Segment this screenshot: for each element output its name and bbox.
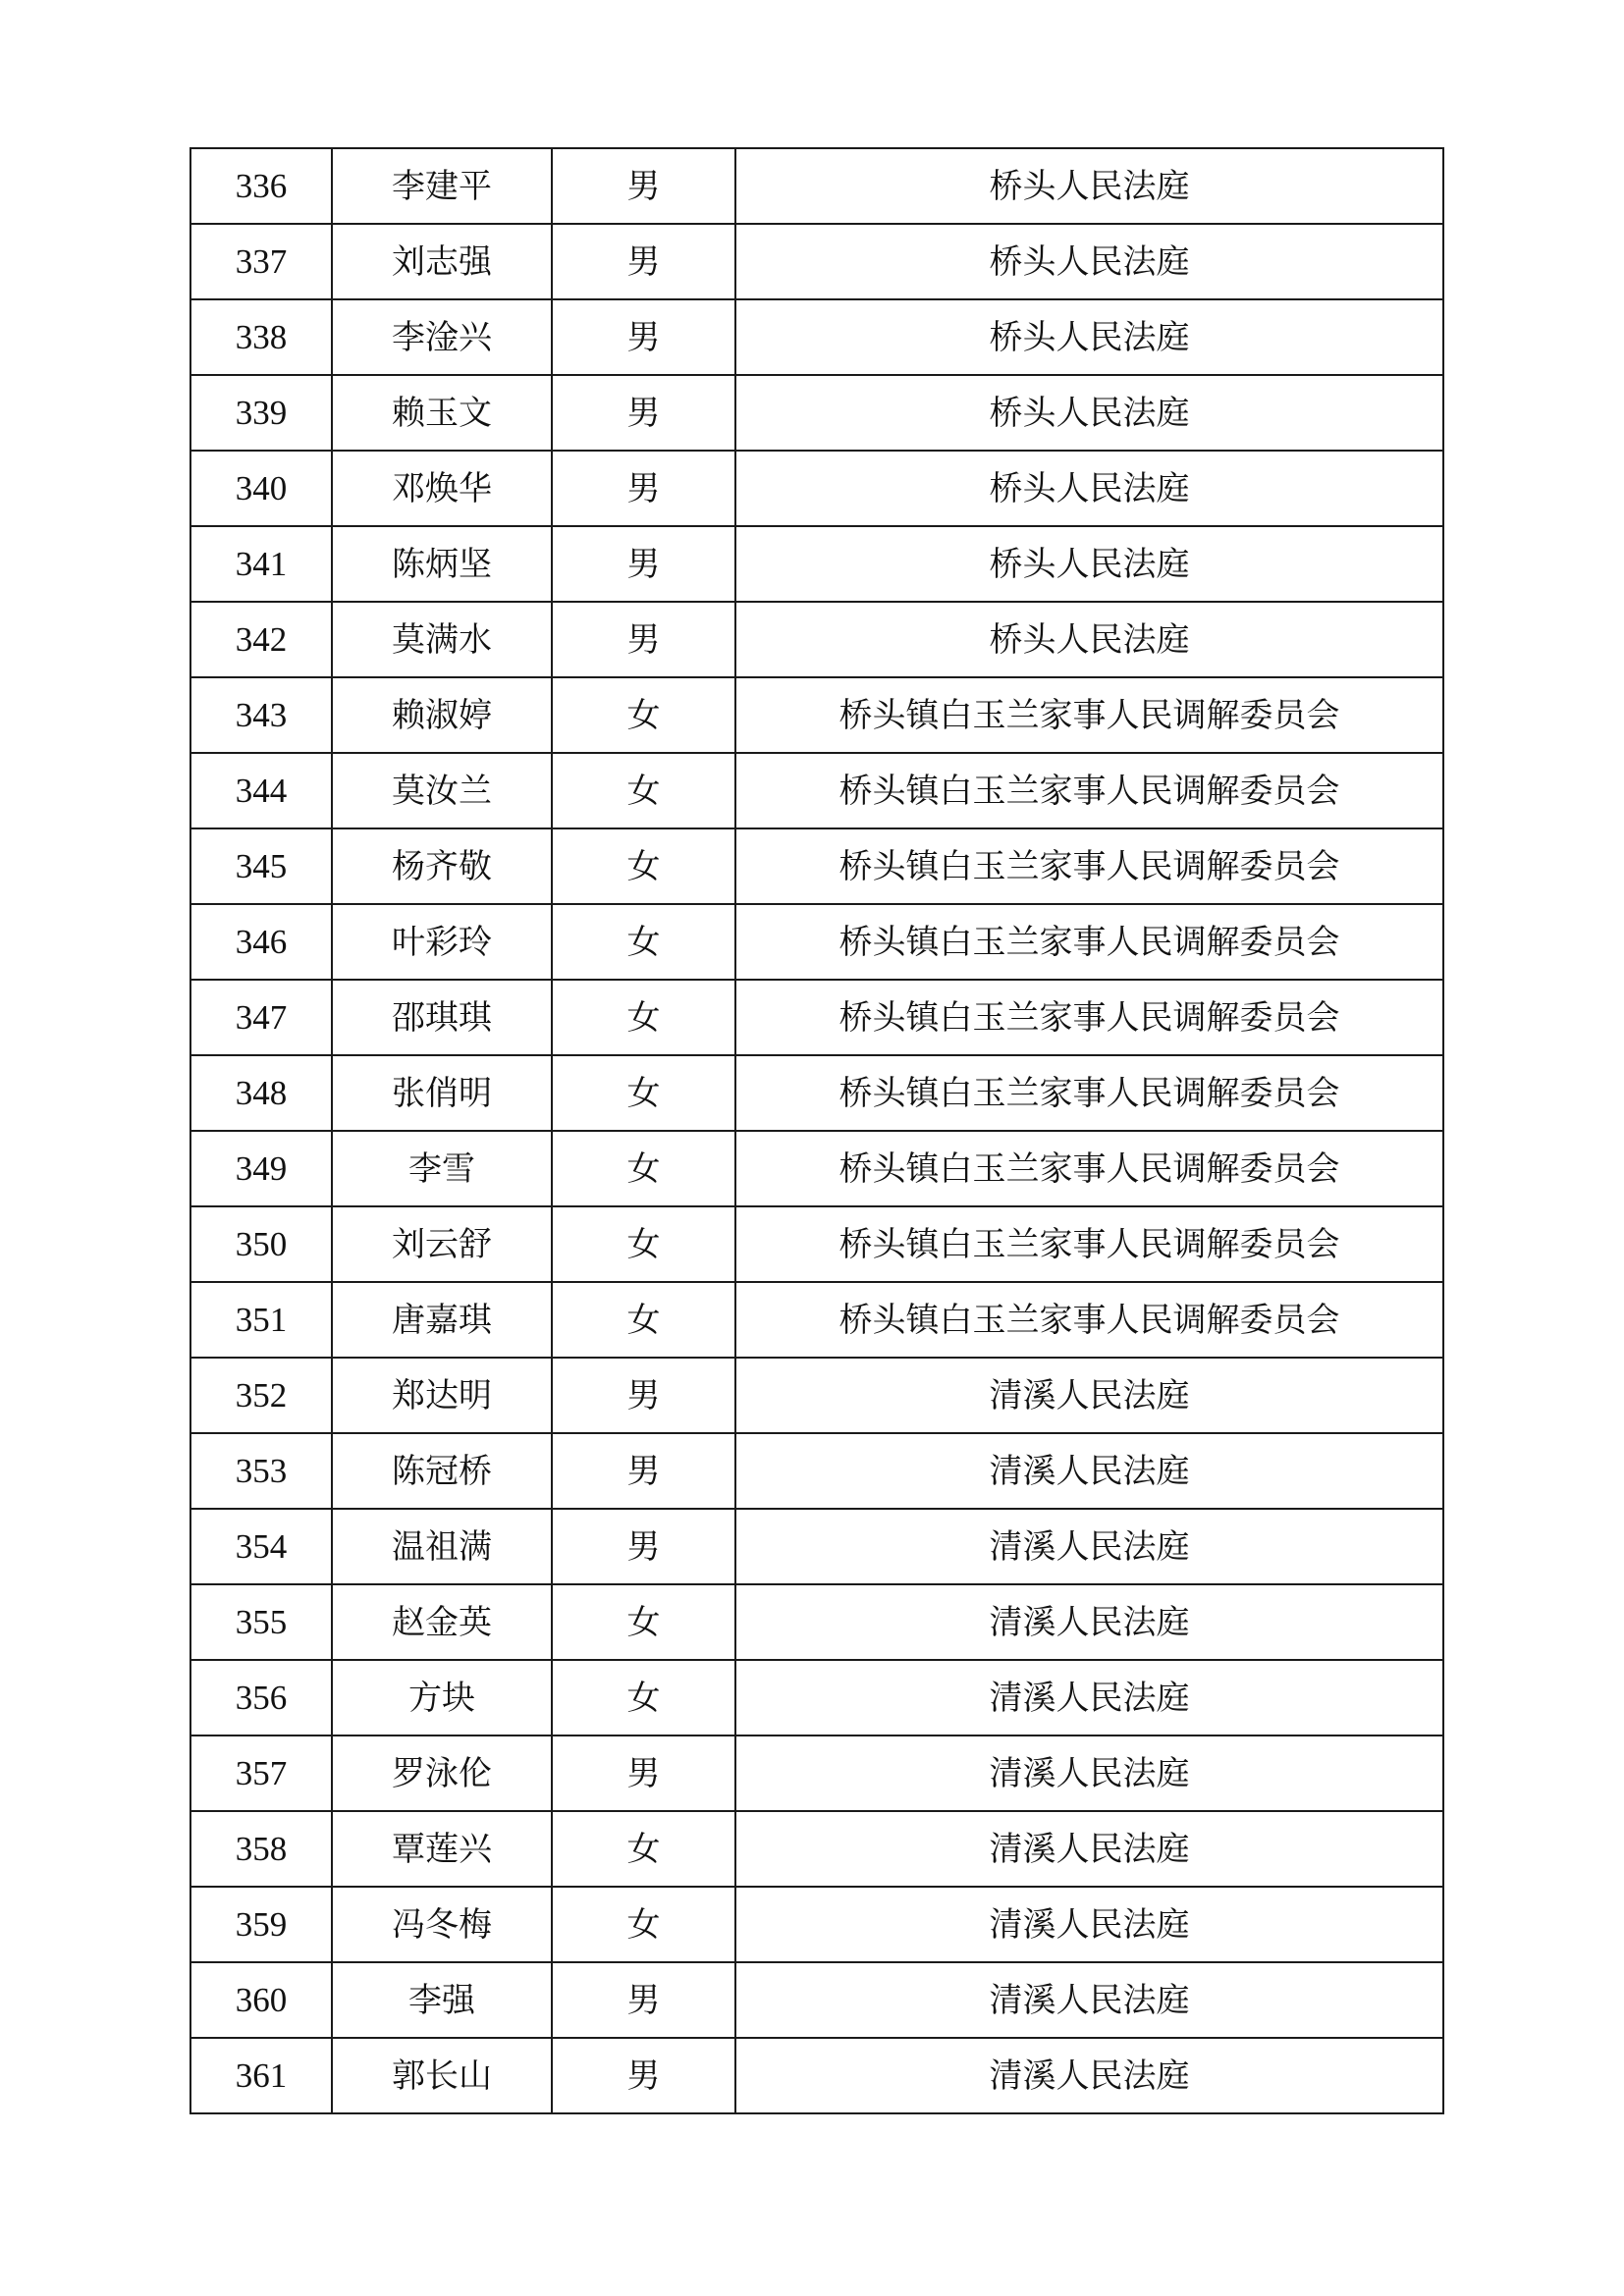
cell-unit: 桥头镇白玉兰家事人民调解委员会	[735, 1055, 1443, 1131]
cell-name: 莫满水	[332, 602, 552, 677]
cell-number: 337	[190, 224, 332, 299]
cell-number: 357	[190, 1735, 332, 1811]
cell-gender: 男	[552, 451, 735, 526]
cell-name: 李淦兴	[332, 299, 552, 375]
cell-name: 赖淑婷	[332, 677, 552, 753]
cell-unit: 桥头镇白玉兰家事人民调解委员会	[735, 980, 1443, 1055]
table-row	[190, 1660, 1443, 1735]
cell-name: 郑达明	[332, 1358, 552, 1433]
cell-gender: 女	[552, 1887, 735, 1962]
cell-unit: 桥头镇白玉兰家事人民调解委员会	[735, 1206, 1443, 1282]
table-row	[190, 1206, 1443, 1282]
cell-number: 346	[190, 904, 332, 980]
cell-name: 郭长山	[332, 2038, 552, 2113]
cell-gender: 女	[552, 980, 735, 1055]
cell-name: 罗泳伦	[332, 1735, 552, 1811]
table-row	[190, 1282, 1443, 1358]
cell-gender: 女	[552, 1131, 735, 1206]
cell-name: 冯冬梅	[332, 1887, 552, 1962]
table-row	[190, 677, 1443, 753]
cell-number: 338	[190, 299, 332, 375]
cell-unit: 桥头镇白玉兰家事人民调解委员会	[735, 904, 1443, 980]
cell-unit: 清溪人民法庭	[735, 1660, 1443, 1735]
cell-unit: 清溪人民法庭	[735, 1433, 1443, 1509]
cell-unit: 桥头镇白玉兰家事人民调解委员会	[735, 1131, 1443, 1206]
cell-gender: 女	[552, 904, 735, 980]
cell-gender: 男	[552, 224, 735, 299]
table-row	[190, 1735, 1443, 1811]
cell-unit: 清溪人民法庭	[735, 1509, 1443, 1584]
cell-name: 温祖满	[332, 1509, 552, 1584]
cell-gender: 男	[552, 375, 735, 451]
cell-unit: 桥头镇白玉兰家事人民调解委员会	[735, 677, 1443, 753]
cell-gender: 女	[552, 1811, 735, 1887]
cell-name: 方块	[332, 1660, 552, 1735]
cell-gender: 女	[552, 1282, 735, 1358]
cell-name: 张俏明	[332, 1055, 552, 1131]
cell-number: 358	[190, 1811, 332, 1887]
cell-number: 343	[190, 677, 332, 753]
cell-name: 邓焕华	[332, 451, 552, 526]
cell-number: 344	[190, 753, 332, 828]
cell-number: 349	[190, 1131, 332, 1206]
cell-gender: 女	[552, 1055, 735, 1131]
cell-unit: 桥头人民法庭	[735, 299, 1443, 375]
cell-number: 342	[190, 602, 332, 677]
cell-number: 355	[190, 1584, 332, 1660]
cell-name: 叶彩玲	[332, 904, 552, 980]
cell-gender: 男	[552, 602, 735, 677]
cell-gender: 女	[552, 753, 735, 828]
cell-name: 赵金英	[332, 1584, 552, 1660]
cell-number: 353	[190, 1433, 332, 1509]
cell-gender: 女	[552, 1584, 735, 1660]
cell-name: 覃莲兴	[332, 1811, 552, 1887]
cell-gender: 女	[552, 1660, 735, 1735]
cell-gender: 男	[552, 2038, 735, 2113]
roster-table	[189, 147, 1444, 2114]
cell-unit: 清溪人民法庭	[735, 1962, 1443, 2038]
table-row	[190, 1584, 1443, 1660]
cell-number: 347	[190, 980, 332, 1055]
table-row	[190, 299, 1443, 375]
cell-unit: 清溪人民法庭	[735, 1811, 1443, 1887]
cell-gender: 男	[552, 1735, 735, 1811]
cell-number: 336	[190, 148, 332, 224]
cell-number: 356	[190, 1660, 332, 1735]
cell-unit: 桥头镇白玉兰家事人民调解委员会	[735, 753, 1443, 828]
cell-number: 359	[190, 1887, 332, 1962]
cell-unit: 桥头人民法庭	[735, 451, 1443, 526]
cell-unit: 桥头人民法庭	[735, 375, 1443, 451]
table-row	[190, 753, 1443, 828]
table-row	[190, 602, 1443, 677]
roster-table-body	[190, 148, 1443, 2113]
cell-unit: 清溪人民法庭	[735, 1735, 1443, 1811]
cell-gender: 男	[552, 1509, 735, 1584]
table-row	[190, 526, 1443, 602]
cell-name: 陈冠桥	[332, 1433, 552, 1509]
cell-number: 354	[190, 1509, 332, 1584]
cell-unit: 桥头人民法庭	[735, 224, 1443, 299]
table-row	[190, 1131, 1443, 1206]
cell-gender: 男	[552, 1962, 735, 2038]
cell-number: 341	[190, 526, 332, 602]
table-row	[190, 451, 1443, 526]
table-row	[190, 2038, 1443, 2113]
cell-gender: 男	[552, 1358, 735, 1433]
cell-unit: 桥头镇白玉兰家事人民调解委员会	[735, 828, 1443, 904]
cell-number: 345	[190, 828, 332, 904]
cell-name: 刘志强	[332, 224, 552, 299]
table-row	[190, 1887, 1443, 1962]
table-row	[190, 980, 1443, 1055]
cell-gender: 男	[552, 1433, 735, 1509]
table-row	[190, 828, 1443, 904]
cell-name: 陈炳坚	[332, 526, 552, 602]
cell-gender: 女	[552, 828, 735, 904]
cell-unit: 清溪人民法庭	[735, 2038, 1443, 2113]
cell-unit: 清溪人民法庭	[735, 1887, 1443, 1962]
table-row	[190, 1358, 1443, 1433]
table-row	[190, 1509, 1443, 1584]
cell-name: 赖玉文	[332, 375, 552, 451]
cell-number: 348	[190, 1055, 332, 1131]
cell-number: 352	[190, 1358, 332, 1433]
cell-gender: 男	[552, 148, 735, 224]
cell-gender: 女	[552, 1206, 735, 1282]
cell-gender: 女	[552, 677, 735, 753]
table-row	[190, 224, 1443, 299]
cell-name: 唐嘉琪	[332, 1282, 552, 1358]
table-row	[190, 375, 1443, 451]
cell-unit: 桥头人民法庭	[735, 602, 1443, 677]
cell-number: 339	[190, 375, 332, 451]
cell-number: 351	[190, 1282, 332, 1358]
cell-number: 340	[190, 451, 332, 526]
cell-name: 莫汝兰	[332, 753, 552, 828]
cell-gender: 男	[552, 299, 735, 375]
cell-unit: 清溪人民法庭	[735, 1584, 1443, 1660]
cell-name: 邵琪琪	[332, 980, 552, 1055]
table-row	[190, 1811, 1443, 1887]
cell-name: 杨齐敬	[332, 828, 552, 904]
table-row	[190, 1055, 1443, 1131]
cell-number: 361	[190, 2038, 332, 2113]
table-row	[190, 904, 1443, 980]
cell-name: 李建平	[332, 148, 552, 224]
cell-number: 350	[190, 1206, 332, 1282]
cell-name: 李雪	[332, 1131, 552, 1206]
cell-unit: 桥头人民法庭	[735, 526, 1443, 602]
table-row	[190, 1962, 1443, 2038]
table-row	[190, 1433, 1443, 1509]
table-row	[190, 148, 1443, 224]
cell-gender: 男	[552, 526, 735, 602]
cell-unit: 桥头镇白玉兰家事人民调解委员会	[735, 1282, 1443, 1358]
cell-unit: 桥头人民法庭	[735, 148, 1443, 224]
cell-unit: 清溪人民法庭	[735, 1358, 1443, 1433]
cell-name: 李强	[332, 1962, 552, 2038]
cell-name: 刘云舒	[332, 1206, 552, 1282]
cell-number: 360	[190, 1962, 332, 2038]
